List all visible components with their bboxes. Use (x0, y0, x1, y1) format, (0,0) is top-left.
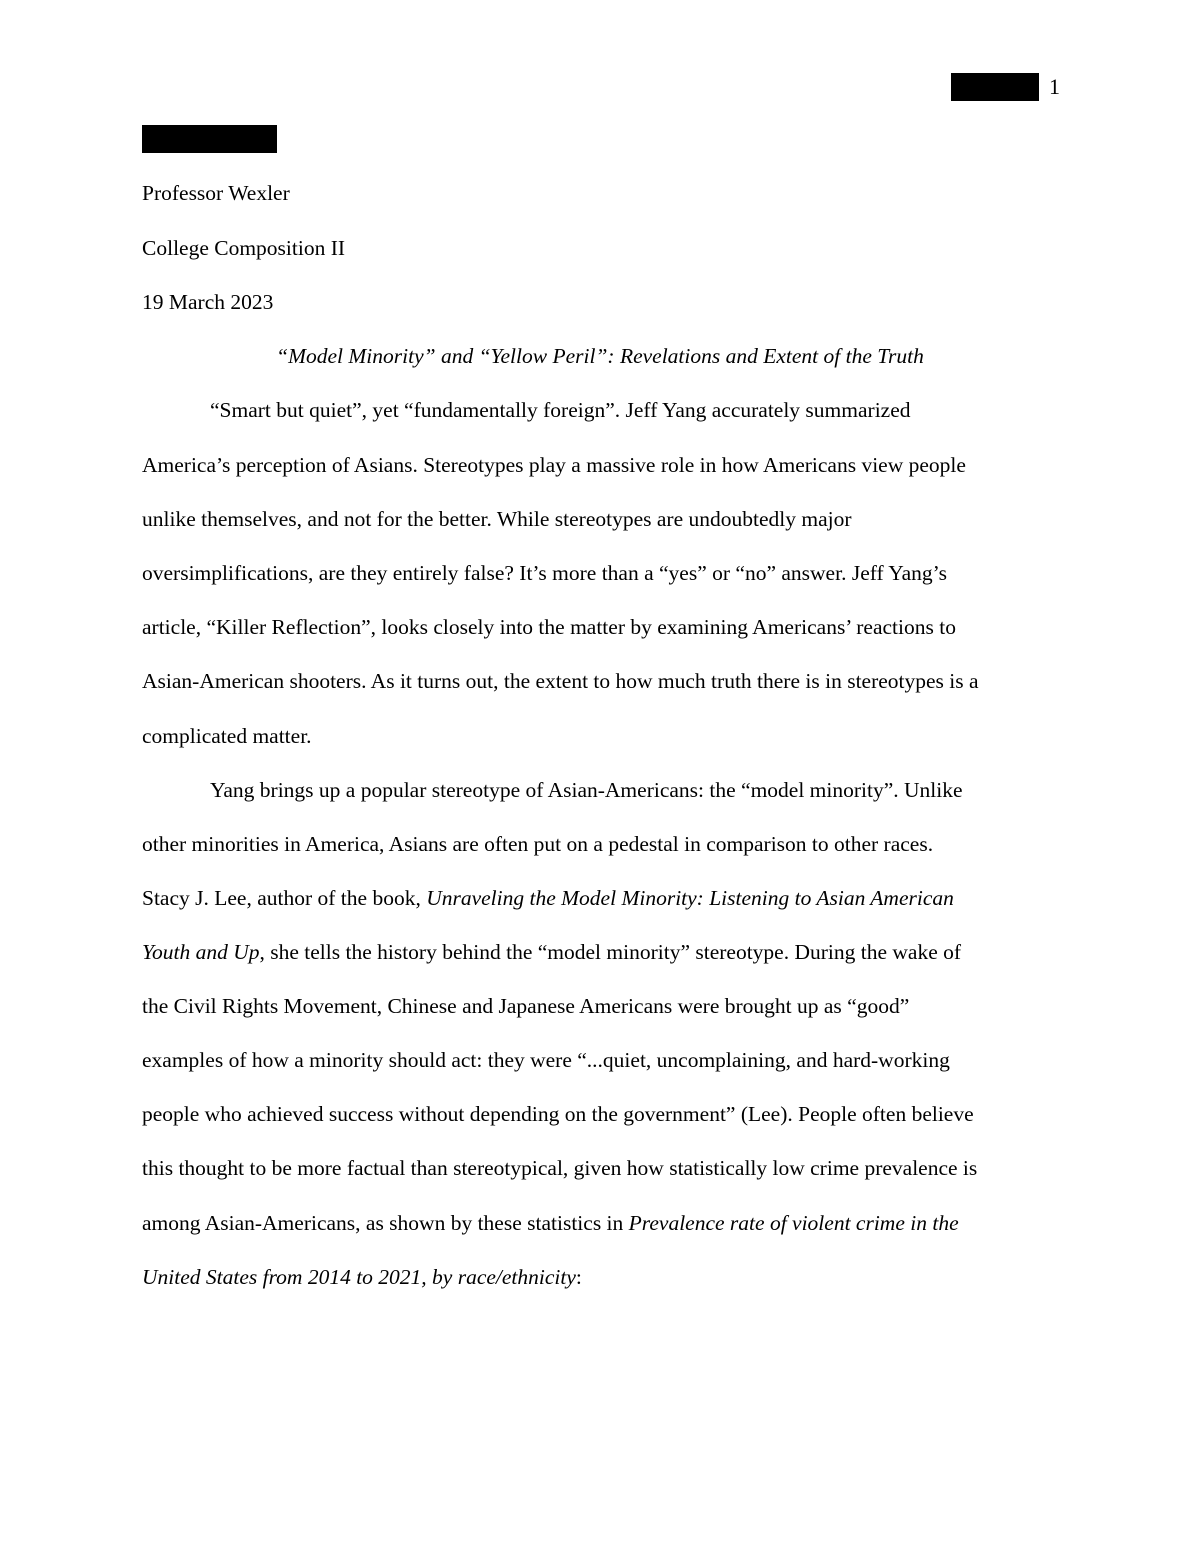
paragraph-1-line-7: complicated matter. (142, 724, 312, 748)
course-name: College Composition II (142, 236, 346, 260)
essay-title: “Model Minority” and “Yellow Peril”: Revelations and Extent of the Truth (276, 344, 924, 368)
paragraph-2-line-3 (142, 884, 954, 912)
book-title-part-2: Youth and Up (142, 940, 260, 964)
paragraph-2-line-9 (142, 1209, 959, 1237)
paragraph-2-line-4-text: , she tells the history behind the “model minority” stereotype. During the wake of (259, 940, 962, 964)
essay-date: 19 March 2023 (142, 290, 274, 314)
paragraph-2-line-7: people who achieved success without depending on the government” (Lee). People often believe (142, 1102, 974, 1126)
paragraph-2-line-9-text: among Asian-Americans, as shown by these statistics in (142, 1211, 629, 1235)
paragraph-2-line-5: the Civil Rights Movement, Chinese and Japanese Americans were brought up as “good” (142, 994, 910, 1018)
paragraph-1-line-1: “Smart but quiet”, yet “fundamentally foreign”. Jeff Yang accurately summarized (210, 398, 911, 422)
page-number: 1 (1049, 74, 1060, 99)
paragraph-2-line-3-text: Stacy J. Lee, author of the book, (142, 886, 427, 910)
paragraph-2-line-1: Yang brings up a popular stereotype of Asian-Americans: the “model minority”. Unlike (210, 778, 963, 802)
running-header (951, 73, 1060, 101)
paragraph-2-line-4 (142, 938, 961, 966)
paragraph-2-line-2: other minorities in America, Asians are often put on a pedestal in comparison to other races. (142, 832, 934, 856)
source-title-part-1: Prevalence rate of violent crime in the (628, 1211, 959, 1235)
redacted-surname (951, 73, 1039, 101)
paragraph-1-line-3: unlike themselves, and not for the better. While stereotypes are undoubtedly major (142, 507, 852, 531)
paragraph-1-line-5: article, “Killer Reflection”, looks closely into the matter by examining Americans’ reactions to (142, 615, 956, 639)
paragraph-2-line-10 (142, 1263, 582, 1291)
paragraph-1-line-4: oversimplifications, are they entirely false? It’s more than a “yes” or “no” answer. Jeff Yang’s (142, 561, 948, 585)
professor-name: Professor Wexler (142, 181, 290, 205)
source-title-part-2: United States from 2014 to 2021, by race/ethnicity (142, 1265, 576, 1289)
book-title-part-1: Unraveling the Model Minority: Listening to Asian American (426, 886, 954, 910)
paragraph-2-line-10-text: : (575, 1265, 582, 1289)
paragraph-1-line-2: America’s perception of Asians. Stereotypes play a massive role in how Americans view people (142, 453, 966, 477)
redacted-student-name (142, 125, 277, 153)
paragraph-2-line-6: examples of how a minority should act: they were “...quiet, uncomplaining, and hard-working (142, 1048, 950, 1072)
paragraph-2-line-8: this thought to be more factual than stereotypical, given how statistically low crime prevalence is (142, 1156, 978, 1180)
paragraph-1-line-6: Asian-American shooters. As it turns out, the extent to how much truth there is in stereotypes is a (142, 669, 979, 693)
